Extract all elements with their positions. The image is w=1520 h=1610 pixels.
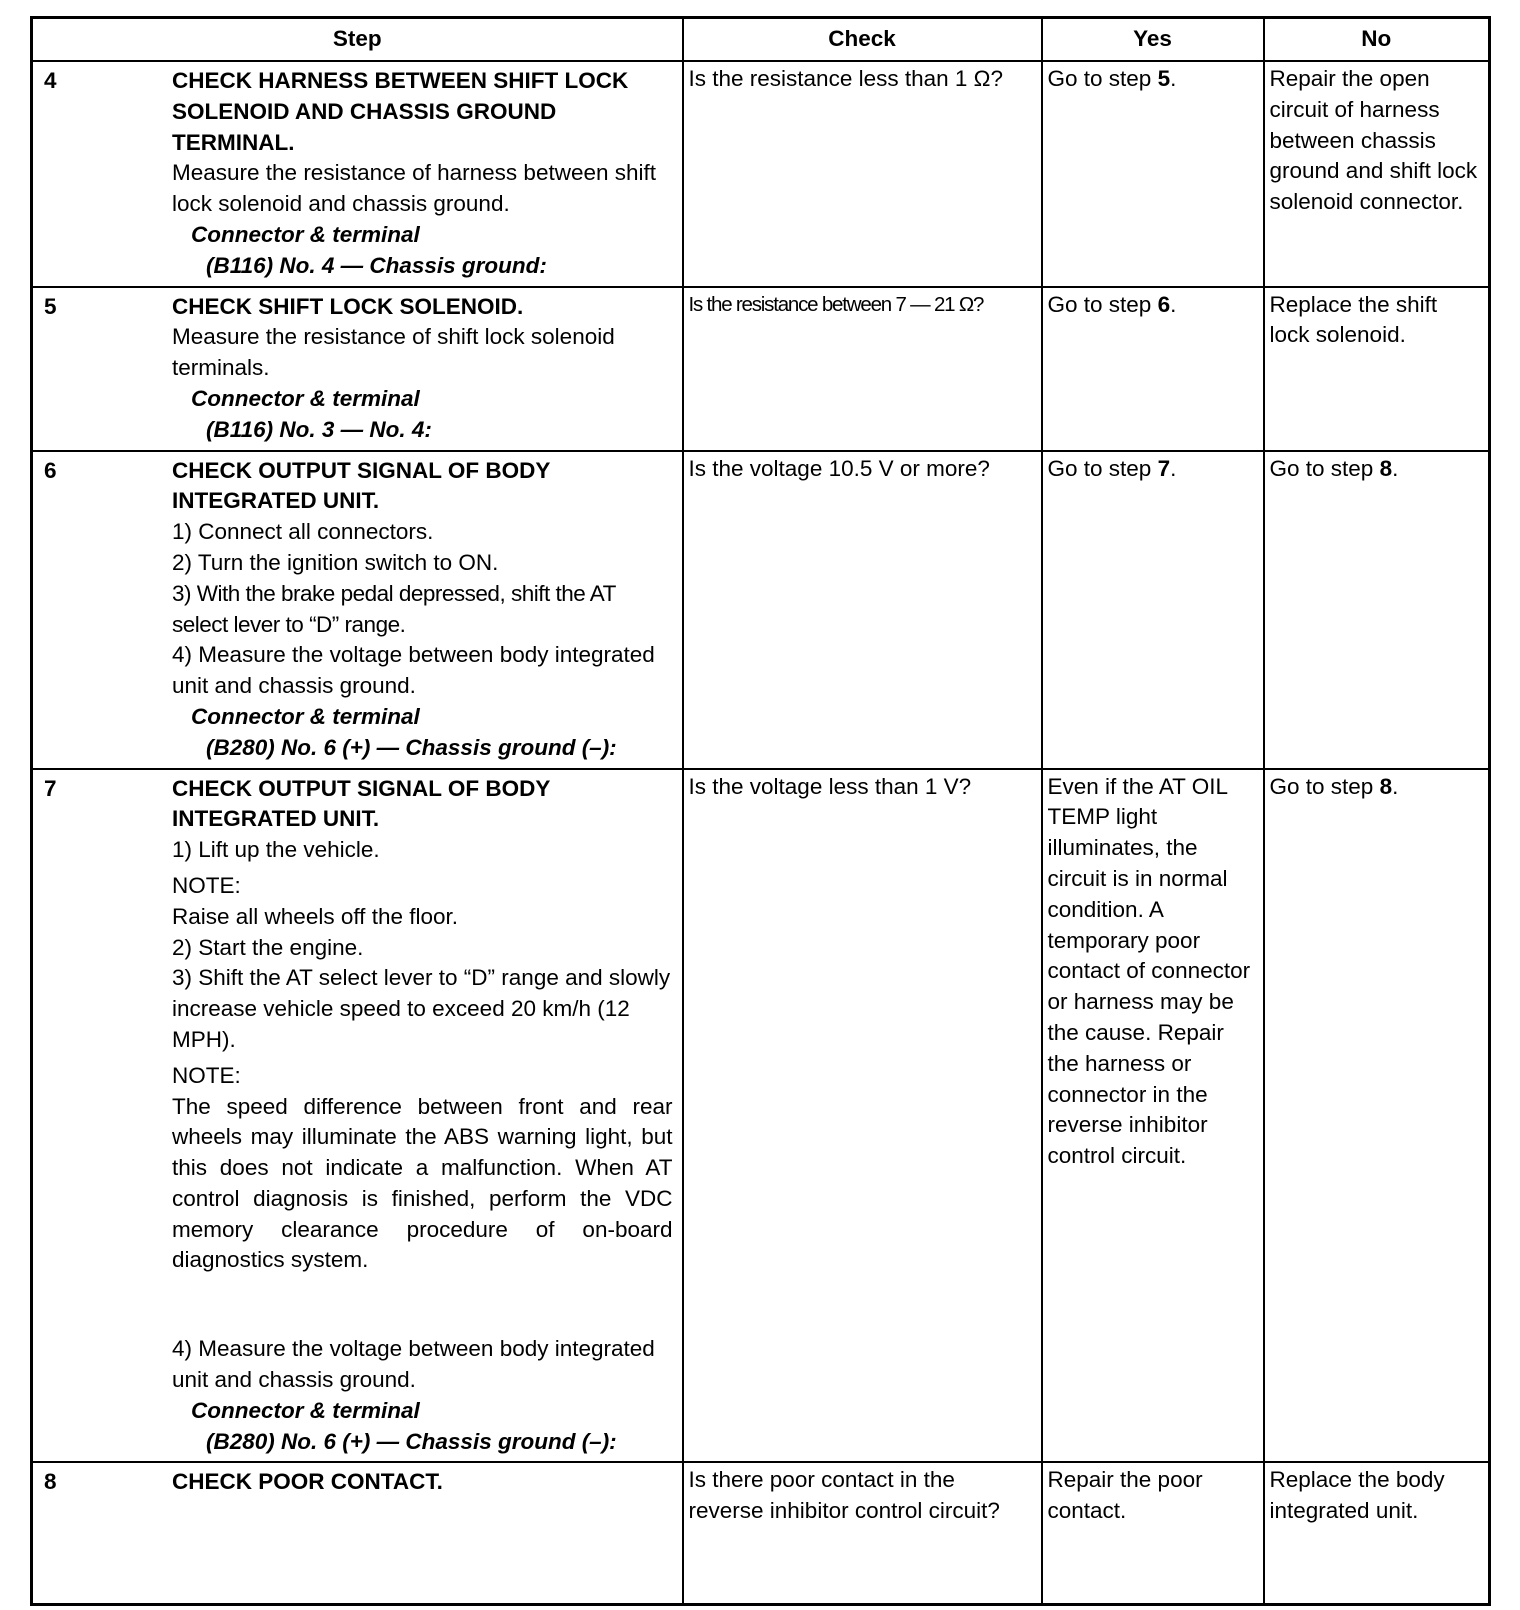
table-row bbox=[32, 1462, 1490, 1604]
no-suffix: . bbox=[1392, 455, 1399, 481]
step-number: 7 bbox=[44, 775, 57, 801]
procedure-step: 2) Start the engine. bbox=[172, 934, 364, 960]
procedure-step: 2) Turn the ignition switch to ON. bbox=[172, 549, 499, 575]
no-cell: Repair the open circuit of harness between chassis ground and shift lock solenoid connector. bbox=[1264, 61, 1490, 287]
yes-step-number: 7 bbox=[1157, 455, 1171, 481]
step-body bbox=[170, 290, 677, 448]
no-prefix: Go to step bbox=[1269, 773, 1380, 799]
check-cell: Is the voltage 10.5 V or more? bbox=[683, 451, 1042, 769]
table-row bbox=[32, 451, 1490, 769]
yes-cell bbox=[1042, 61, 1264, 287]
connector-label: Connector & terminal bbox=[191, 221, 420, 247]
procedure-step: 3) With the brake pedal depressed, shift the AT select lever to “D” range. bbox=[172, 580, 616, 637]
step-cell bbox=[32, 451, 683, 769]
check-cell: Is the resistance less than 1 Ω? bbox=[683, 61, 1042, 287]
check-cell: Is there poor contact in the reverse inhibitor control circuit? bbox=[683, 1462, 1042, 1604]
step-body bbox=[170, 64, 677, 284]
no-cell: Replace the shift lock solenoid. bbox=[1264, 287, 1490, 451]
step-title: CHECK SHIFT LOCK SOLENOID. bbox=[172, 293, 524, 319]
step-title: CHECK OUTPUT SIGNAL OF BODY INTEGRATED UNIT. bbox=[172, 775, 550, 832]
header-row bbox=[32, 18, 1490, 62]
no-step-number: 8 bbox=[1379, 773, 1393, 799]
header-no: No bbox=[1264, 18, 1490, 62]
note-label: NOTE: bbox=[172, 872, 241, 898]
step-title: CHECK POOR CONTACT. bbox=[172, 1469, 443, 1495]
connector-label: Connector & terminal bbox=[191, 703, 420, 729]
step-body bbox=[170, 772, 677, 1460]
yes-suffix: . bbox=[1170, 66, 1177, 91]
yes-suffix: . bbox=[1170, 291, 1177, 317]
step-description: Measure the resistance of harness between shift lock solenoid and chassis ground. bbox=[172, 160, 657, 217]
spacer bbox=[172, 1276, 673, 1334]
yes-suffix: . bbox=[1170, 455, 1177, 481]
yes-cell: Even if the AT OIL TEMP light illuminates, the circuit is in normal condition. A temporary poor contact of connector or harness may be the cause. Repair the harness or connector in the reverse inhibitor control circuit. bbox=[1042, 769, 1264, 1463]
connector-value: (B280) No. 6 (+) — Chassis ground (–): bbox=[206, 734, 617, 760]
procedure-step: 4) Measure the voltage between body integrated unit and chassis ground. bbox=[172, 642, 655, 699]
step-number: 4 bbox=[44, 68, 57, 93]
step-number: 8 bbox=[44, 1469, 57, 1495]
step-cell bbox=[32, 1462, 683, 1604]
yes-prefix: Go to step bbox=[1047, 66, 1158, 91]
yes-step-number: 5 bbox=[1157, 66, 1171, 91]
step-number: 6 bbox=[44, 457, 57, 483]
step-description: Measure the resistance of shift lock solenoid terminals. bbox=[172, 324, 615, 381]
yes-prefix: Go to step bbox=[1047, 291, 1158, 317]
step-number: 5 bbox=[44, 293, 57, 319]
procedure-step: 1) Connect all connectors. bbox=[172, 519, 434, 545]
no-step-number: 8 bbox=[1379, 455, 1393, 481]
yes-cell: Repair the poor contact. bbox=[1042, 1462, 1264, 1604]
no-cell bbox=[1264, 451, 1490, 769]
check-cell: Is the resistance between 7 — 21 Ω? bbox=[683, 287, 1042, 451]
note-text: Raise all wheels off the floor. bbox=[172, 903, 458, 929]
table-row bbox=[32, 287, 1490, 451]
procedure-step: 1) Lift up the vehicle. bbox=[172, 837, 380, 863]
check-cell: Is the voltage less than 1 V? bbox=[683, 769, 1042, 1463]
yes-cell bbox=[1042, 451, 1264, 769]
step-body bbox=[170, 1465, 677, 1500]
yes-prefix: Go to step bbox=[1047, 455, 1158, 481]
no-prefix: Go to step bbox=[1269, 455, 1380, 481]
step-body bbox=[170, 454, 677, 766]
yes-cell bbox=[1042, 287, 1264, 451]
no-cell bbox=[1264, 769, 1490, 1463]
connector-value: (B116) No. 4 — Chassis ground: bbox=[206, 252, 547, 278]
step-cell bbox=[32, 287, 683, 451]
step-cell bbox=[32, 769, 683, 1463]
connector-label: Connector & terminal bbox=[191, 385, 420, 411]
header-yes: Yes bbox=[1042, 18, 1264, 62]
table-row bbox=[32, 769, 1490, 1463]
header-step: Step bbox=[32, 18, 683, 62]
connector-label: Connector & terminal bbox=[191, 1397, 420, 1423]
table-row bbox=[32, 61, 1490, 287]
no-suffix: . bbox=[1392, 773, 1399, 799]
diagnostic-table bbox=[30, 16, 1491, 1606]
step-cell bbox=[32, 61, 683, 287]
note-text: The speed difference between front and rear wheels may illuminate the ABS warning light, but this does not indicate a malfunction. When AT control diagnosis is finished, perform the VDC memory clearance procedure of on-board diagnostics system. bbox=[172, 1093, 673, 1273]
connector-value: (B280) No. 6 (+) — Chassis ground (–): bbox=[206, 1428, 617, 1454]
step-title: CHECK HARNESS BETWEEN SHIFT LOCK SOLENOID AND CHASSIS GROUND TERMINAL. bbox=[172, 68, 629, 155]
header-check: Check bbox=[683, 18, 1042, 62]
yes-step-number: 6 bbox=[1157, 291, 1171, 317]
no-cell: Replace the body integrated unit. bbox=[1264, 1462, 1490, 1604]
step-title: CHECK OUTPUT SIGNAL OF BODY INTEGRATED UNIT. bbox=[172, 457, 550, 514]
connector-value: (B116) No. 3 — No. 4: bbox=[206, 416, 432, 442]
note-label: NOTE: bbox=[172, 1062, 241, 1088]
procedure-step: 4) Measure the voltage between body integrated unit and chassis ground. bbox=[172, 1336, 655, 1393]
procedure-step: 3) Shift the AT select lever to “D” range and slowly increase vehicle speed to exceed 20 km/h (12 MPH). bbox=[172, 965, 671, 1052]
